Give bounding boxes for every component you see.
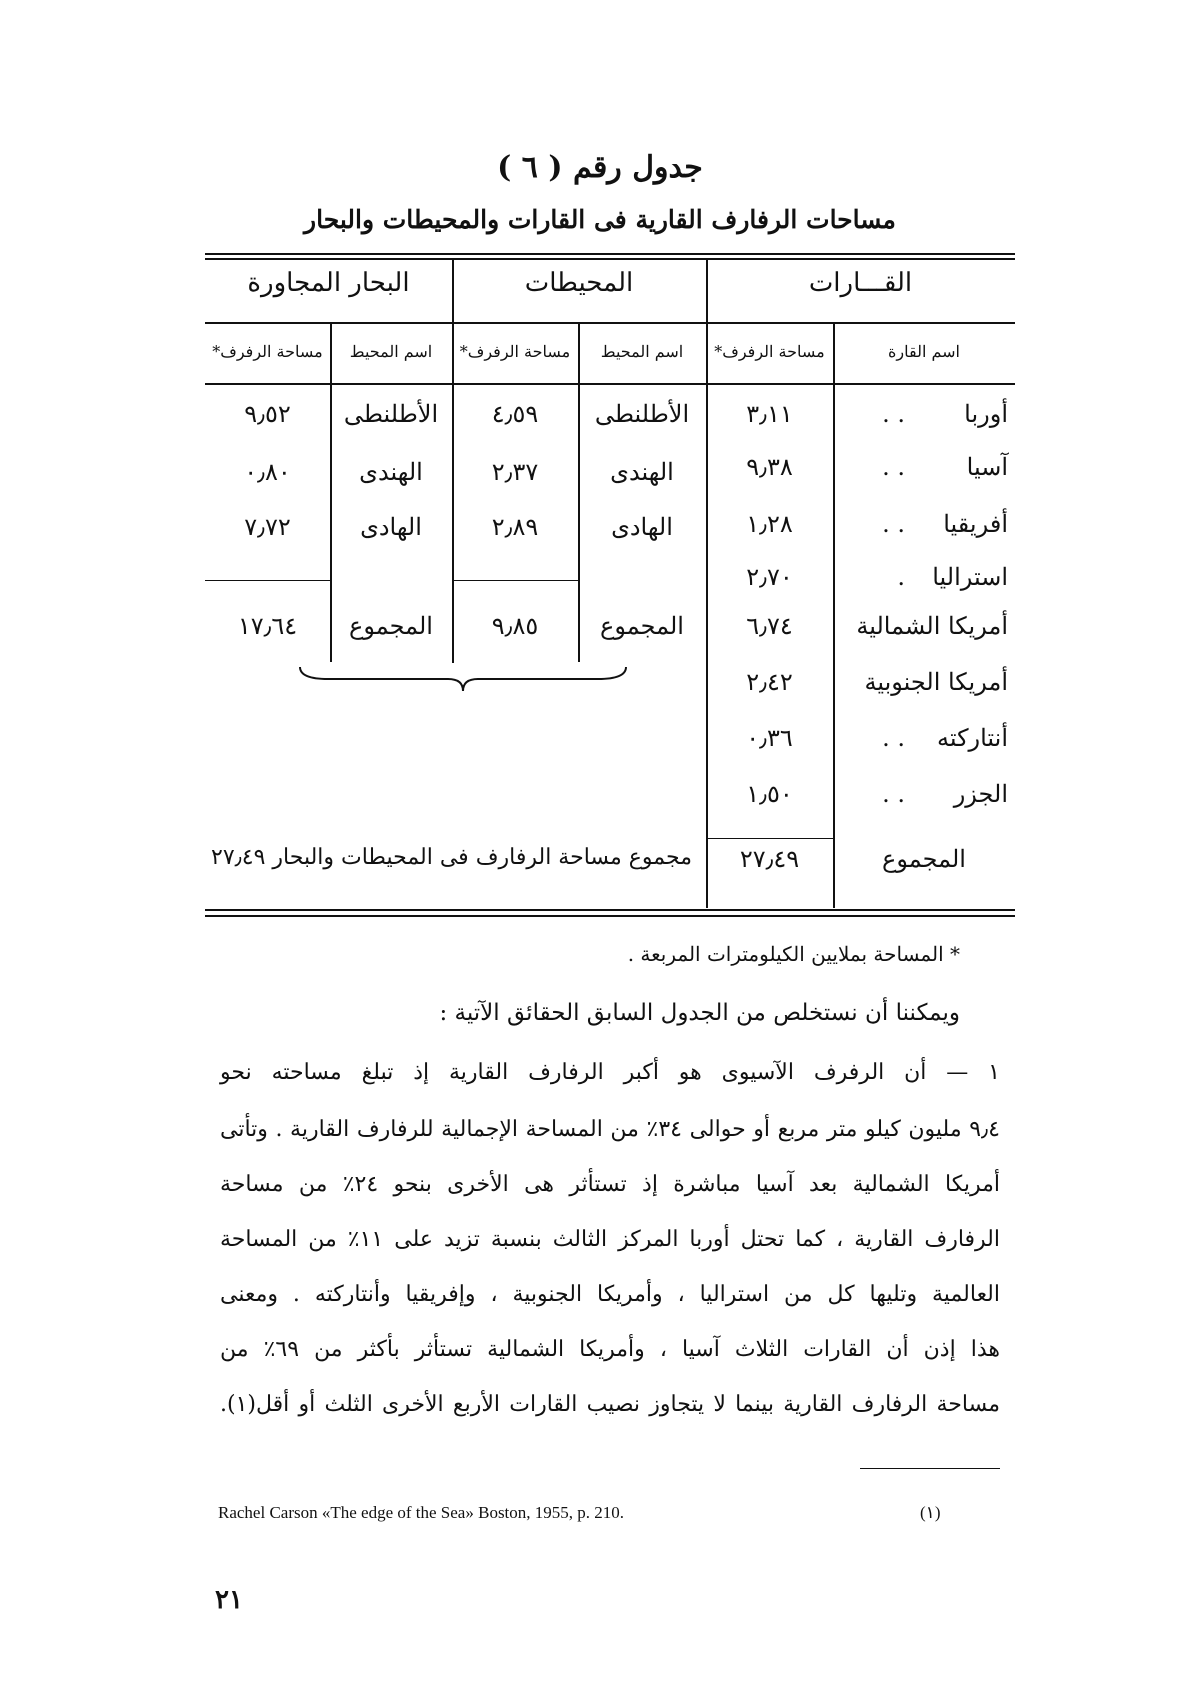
ocean-name: الأطلنطى (594, 400, 690, 428)
continent-name: أمريكا الشمالية (856, 612, 1008, 640)
sea-name: الهندى (359, 458, 423, 486)
leader-dots: . . (882, 453, 905, 481)
footnote-number: (١) (920, 1503, 941, 1522)
ocean-total-value: ٩٫٨٥ (491, 612, 539, 640)
table-title: جدول رقم ( ٦ ) (497, 150, 703, 185)
brace-icon (298, 665, 628, 695)
footnote-text: Rachel Carson «The edge of the Sea» Boston, 1955, p. 210. (218, 1503, 625, 1522)
ocean-name: الهندى (610, 458, 674, 486)
table-subtitle: مساحات الرفارف القارية فى القارات والمحيطات والبحار (304, 205, 896, 234)
sea-area: ٧٫٧٢ (244, 513, 291, 541)
sea-area: ٩٫٥٢ (244, 400, 291, 428)
continent-area: ٩٫٣٨ (746, 453, 793, 481)
paragraph-line: هذا إذن أن القارات الثلاث آسيا ، وأمريكا الشمالية تستأثر بأكثر من ٦٩٪ من (220, 1337, 1001, 1362)
group-header-rule (205, 322, 1015, 324)
combined-total-value: ٢٧٫٤٩ (211, 845, 266, 870)
ocean-area: ٢٫٣٧ (491, 458, 539, 486)
continent-area: ٦٫٧٤ (746, 612, 793, 640)
continent-sum-rule (706, 838, 833, 839)
sea-area: ٠٫٨٠ (244, 458, 291, 486)
header-seas: البحار المجاورة (247, 268, 410, 298)
continent-area: ٣٫١١ (746, 400, 793, 428)
sea-sum-rule (205, 580, 330, 581)
continent-total-label: المجموع (882, 845, 966, 873)
ocean-area: ٢٫٨٩ (491, 513, 539, 541)
ocean-total-label: المجموع (600, 612, 684, 640)
continent-area: ٢٫٤٢ (746, 668, 793, 696)
paragraph-line: الرفارف القارية ، كما تحتل أوربا المركز الثالث بنسبة تزيد على ١١٪ من المساحة (220, 1227, 1000, 1252)
leader-dots: . . (882, 724, 905, 752)
table-top-rule (205, 253, 1015, 255)
page-number: ٢١ (215, 1585, 243, 1615)
header-continents: القـــارات (808, 268, 913, 298)
table-bottom-rule-2 (205, 915, 1015, 917)
combined-total (210, 845, 692, 870)
subheader-sea-name: اسم المحيط (349, 342, 433, 361)
continent-area: ٢٫٧٠ (746, 563, 793, 591)
continent-name: أمريكا الجنوبية (864, 668, 1008, 696)
sea-total-value: ١٧٫٦٤ (237, 612, 298, 640)
continent-area: ١٫٥٠ (746, 780, 793, 808)
paragraph-line: ١ — أن الرفرف الآسيوى هو أكبر الرفارف القارية إذ تبلغ مساحته نحو (220, 1060, 1000, 1085)
subheader-continent-name: اسم القارة (888, 342, 960, 361)
ocean-area: ٤٫٥٩ (491, 400, 539, 428)
leader-dots: . . (882, 510, 905, 538)
sea-total-label: المجموع (349, 612, 433, 640)
continent-area: ٠٫٣٦ (746, 724, 793, 752)
continent-name: استراليا (932, 563, 1008, 591)
subheader-rule (205, 383, 1015, 385)
continent-name: أوربا (964, 400, 1008, 428)
subheader-sea-area: مساحة الرفرف* (212, 342, 323, 361)
intro-sentence: ويمكننا أن نستخلص من الجدول السابق الحقائق الآتية : (439, 1000, 960, 1026)
area-unit-note: * المساحة بملايين الكيلومترات المربعة . (627, 942, 960, 966)
paragraph-line: العالمية وتليها كل من استراليا ، وأمريكا الجنوبية ، وإفريقيا وأنتاركته . ومعنى (220, 1282, 1000, 1307)
paragraph-line: أمريكا الشمالية بعد آسيا مباشرة إذ تستأثر هى الأخرى بنحو ٢٤٪ من مساحة (220, 1172, 1000, 1197)
continent-subdivider (833, 322, 835, 908)
header-oceans: المحيطات (524, 268, 634, 298)
ocean-subdivider (578, 322, 580, 662)
continent-name: الجزر (953, 780, 1008, 808)
leader-dots: . . (882, 780, 905, 808)
sea-name: الهادى (360, 513, 422, 541)
paragraph-line: مساحة الرفارف القارية بينما لا يتجاوز نصيب القارات الأربع الأخرى الثلث أو أقل(١). (220, 1392, 1000, 1417)
leader-dots: . (897, 563, 905, 591)
continent-name: أنتاركته (936, 724, 1008, 752)
sea-name: الأطلنطى (343, 400, 439, 428)
ocean-sum-rule (452, 580, 578, 581)
table-bottom-rule (205, 909, 1015, 911)
ocean-name: الهادى (611, 513, 673, 541)
table-top-rule-2 (205, 258, 1015, 260)
continent-area: ١٫٢٨ (746, 510, 793, 538)
continent-total-value: ٢٧٫٤٩ (739, 845, 800, 873)
paragraph-line: ٩٫٤ مليون كيلو متر مربع أو حوالى ٣٤٪ من المساحة الإجمالية للرفارف القارية . وتأتى (220, 1117, 1000, 1142)
continent-name: آسيا (966, 453, 1008, 481)
leader-dots: . . (882, 400, 905, 428)
combined-total-label: مجموع مساحة الرفارف فى المحيطات والبحار (272, 845, 692, 870)
subheader-ocean-name: اسم المحيط (600, 342, 684, 361)
footnote-separator (860, 1468, 1000, 1469)
subheader-ocean-area: مساحة الرفرف* (459, 342, 571, 361)
continent-name: أفريقيا (943, 510, 1008, 538)
subheader-continent-area: مساحة الرفرف* (714, 342, 825, 361)
sea-subdivider (330, 322, 332, 662)
